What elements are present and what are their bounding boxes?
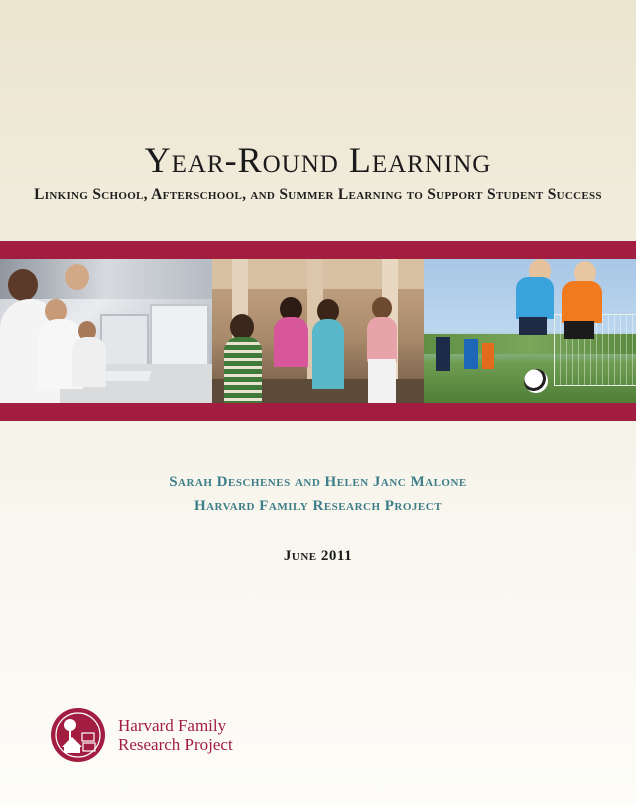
photo-soccer-players <box>424 259 636 403</box>
authors-line: Sarah Deschenes and Helen Janc Malone <box>169 474 467 490</box>
report-title: Year-Round Learning <box>144 140 492 180</box>
photo-children-walking <box>212 259 424 403</box>
hfrp-seal-icon <box>50 707 106 763</box>
top-color-band <box>0 241 636 259</box>
photo-strip <box>0 259 636 403</box>
logo-wordmark <box>118 716 233 754</box>
bottom-color-band <box>0 403 636 421</box>
logo-line-2: Research Project <box>118 735 233 754</box>
publication-date: June 2011 <box>283 548 353 564</box>
logo-line-1: Harvard Family <box>118 716 227 735</box>
organization-line: Harvard Family Research Project <box>193 498 443 514</box>
report-subtitle: Linking School, Afterschool, and Summer Learning to Support Student Success <box>34 186 602 203</box>
photo-computer-lab <box>0 259 212 403</box>
